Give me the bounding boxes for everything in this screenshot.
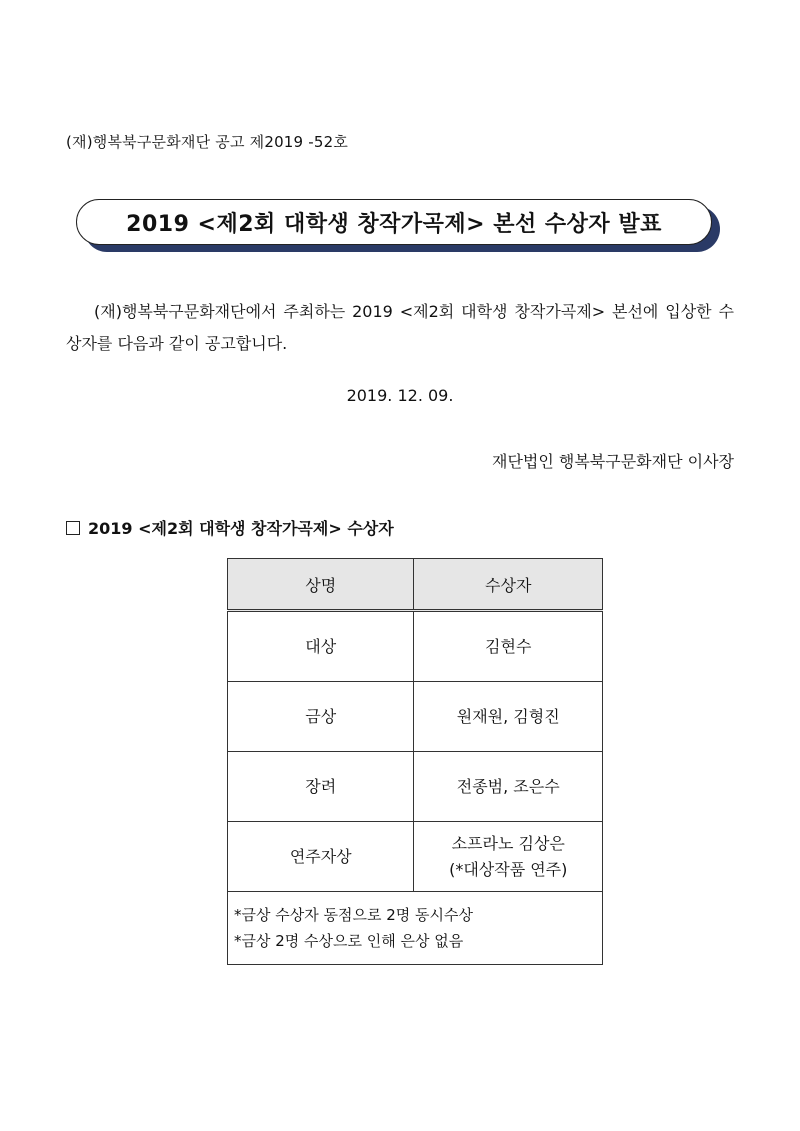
note-line: *금상 2명 수상으로 인해 은상 없음 xyxy=(234,932,464,950)
table-notes-row xyxy=(228,892,603,965)
checkbox-icon xyxy=(66,521,80,535)
winner-line: 소프라노 김상은 xyxy=(451,833,565,853)
document-title: 2019 <제2회 대학생 창작가곡제> 본선 수상자 발표 xyxy=(126,211,662,237)
winner-line: 전종범, 조은수 xyxy=(456,776,560,796)
table-row xyxy=(228,752,603,822)
winner-line: 원재원, 김형진 xyxy=(456,706,560,726)
header-award: 상명 xyxy=(228,559,414,611)
table-row xyxy=(228,682,603,752)
section-title xyxy=(66,516,394,539)
winner-cell xyxy=(414,752,603,822)
award-cell: 장려 xyxy=(228,752,414,822)
table-header-row xyxy=(228,559,603,611)
winner-line: 김현수 xyxy=(485,636,532,656)
award-cell: 대상 xyxy=(228,611,414,682)
table-row xyxy=(228,611,603,682)
winner-line: (*대상작품 연주) xyxy=(449,859,568,879)
award-cell: 연주자상 xyxy=(228,822,414,892)
awards-table xyxy=(227,558,603,965)
table-row xyxy=(228,822,603,892)
notes-cell xyxy=(228,892,603,965)
winner-cell xyxy=(414,682,603,752)
issuer-signature: 재단법인 행복북구문화재단 이사장 xyxy=(491,452,734,471)
note-line: *금상 수상자 동점으로 2명 동시수상 xyxy=(234,906,473,924)
announcement-date: 2019. 12. 09. xyxy=(346,386,454,405)
title-box xyxy=(76,199,712,245)
section-title-text: 2019 <제2회 대학생 창작가곡제> 수상자 xyxy=(88,519,394,538)
winner-cell xyxy=(414,611,603,682)
winner-cell xyxy=(414,822,603,892)
notice-number: (재)행복북구문화재단 공고 제2019 -52호 xyxy=(66,133,349,151)
header-winner: 수상자 xyxy=(414,559,603,611)
announcement-body: (재)행복북구문화재단에서 주최하는 2019 <제2회 대학생 창작가곡제> 본선에 입상한 수상자를 다음과 같이 공고합니다. xyxy=(66,302,734,353)
award-cell: 금상 xyxy=(228,682,414,752)
